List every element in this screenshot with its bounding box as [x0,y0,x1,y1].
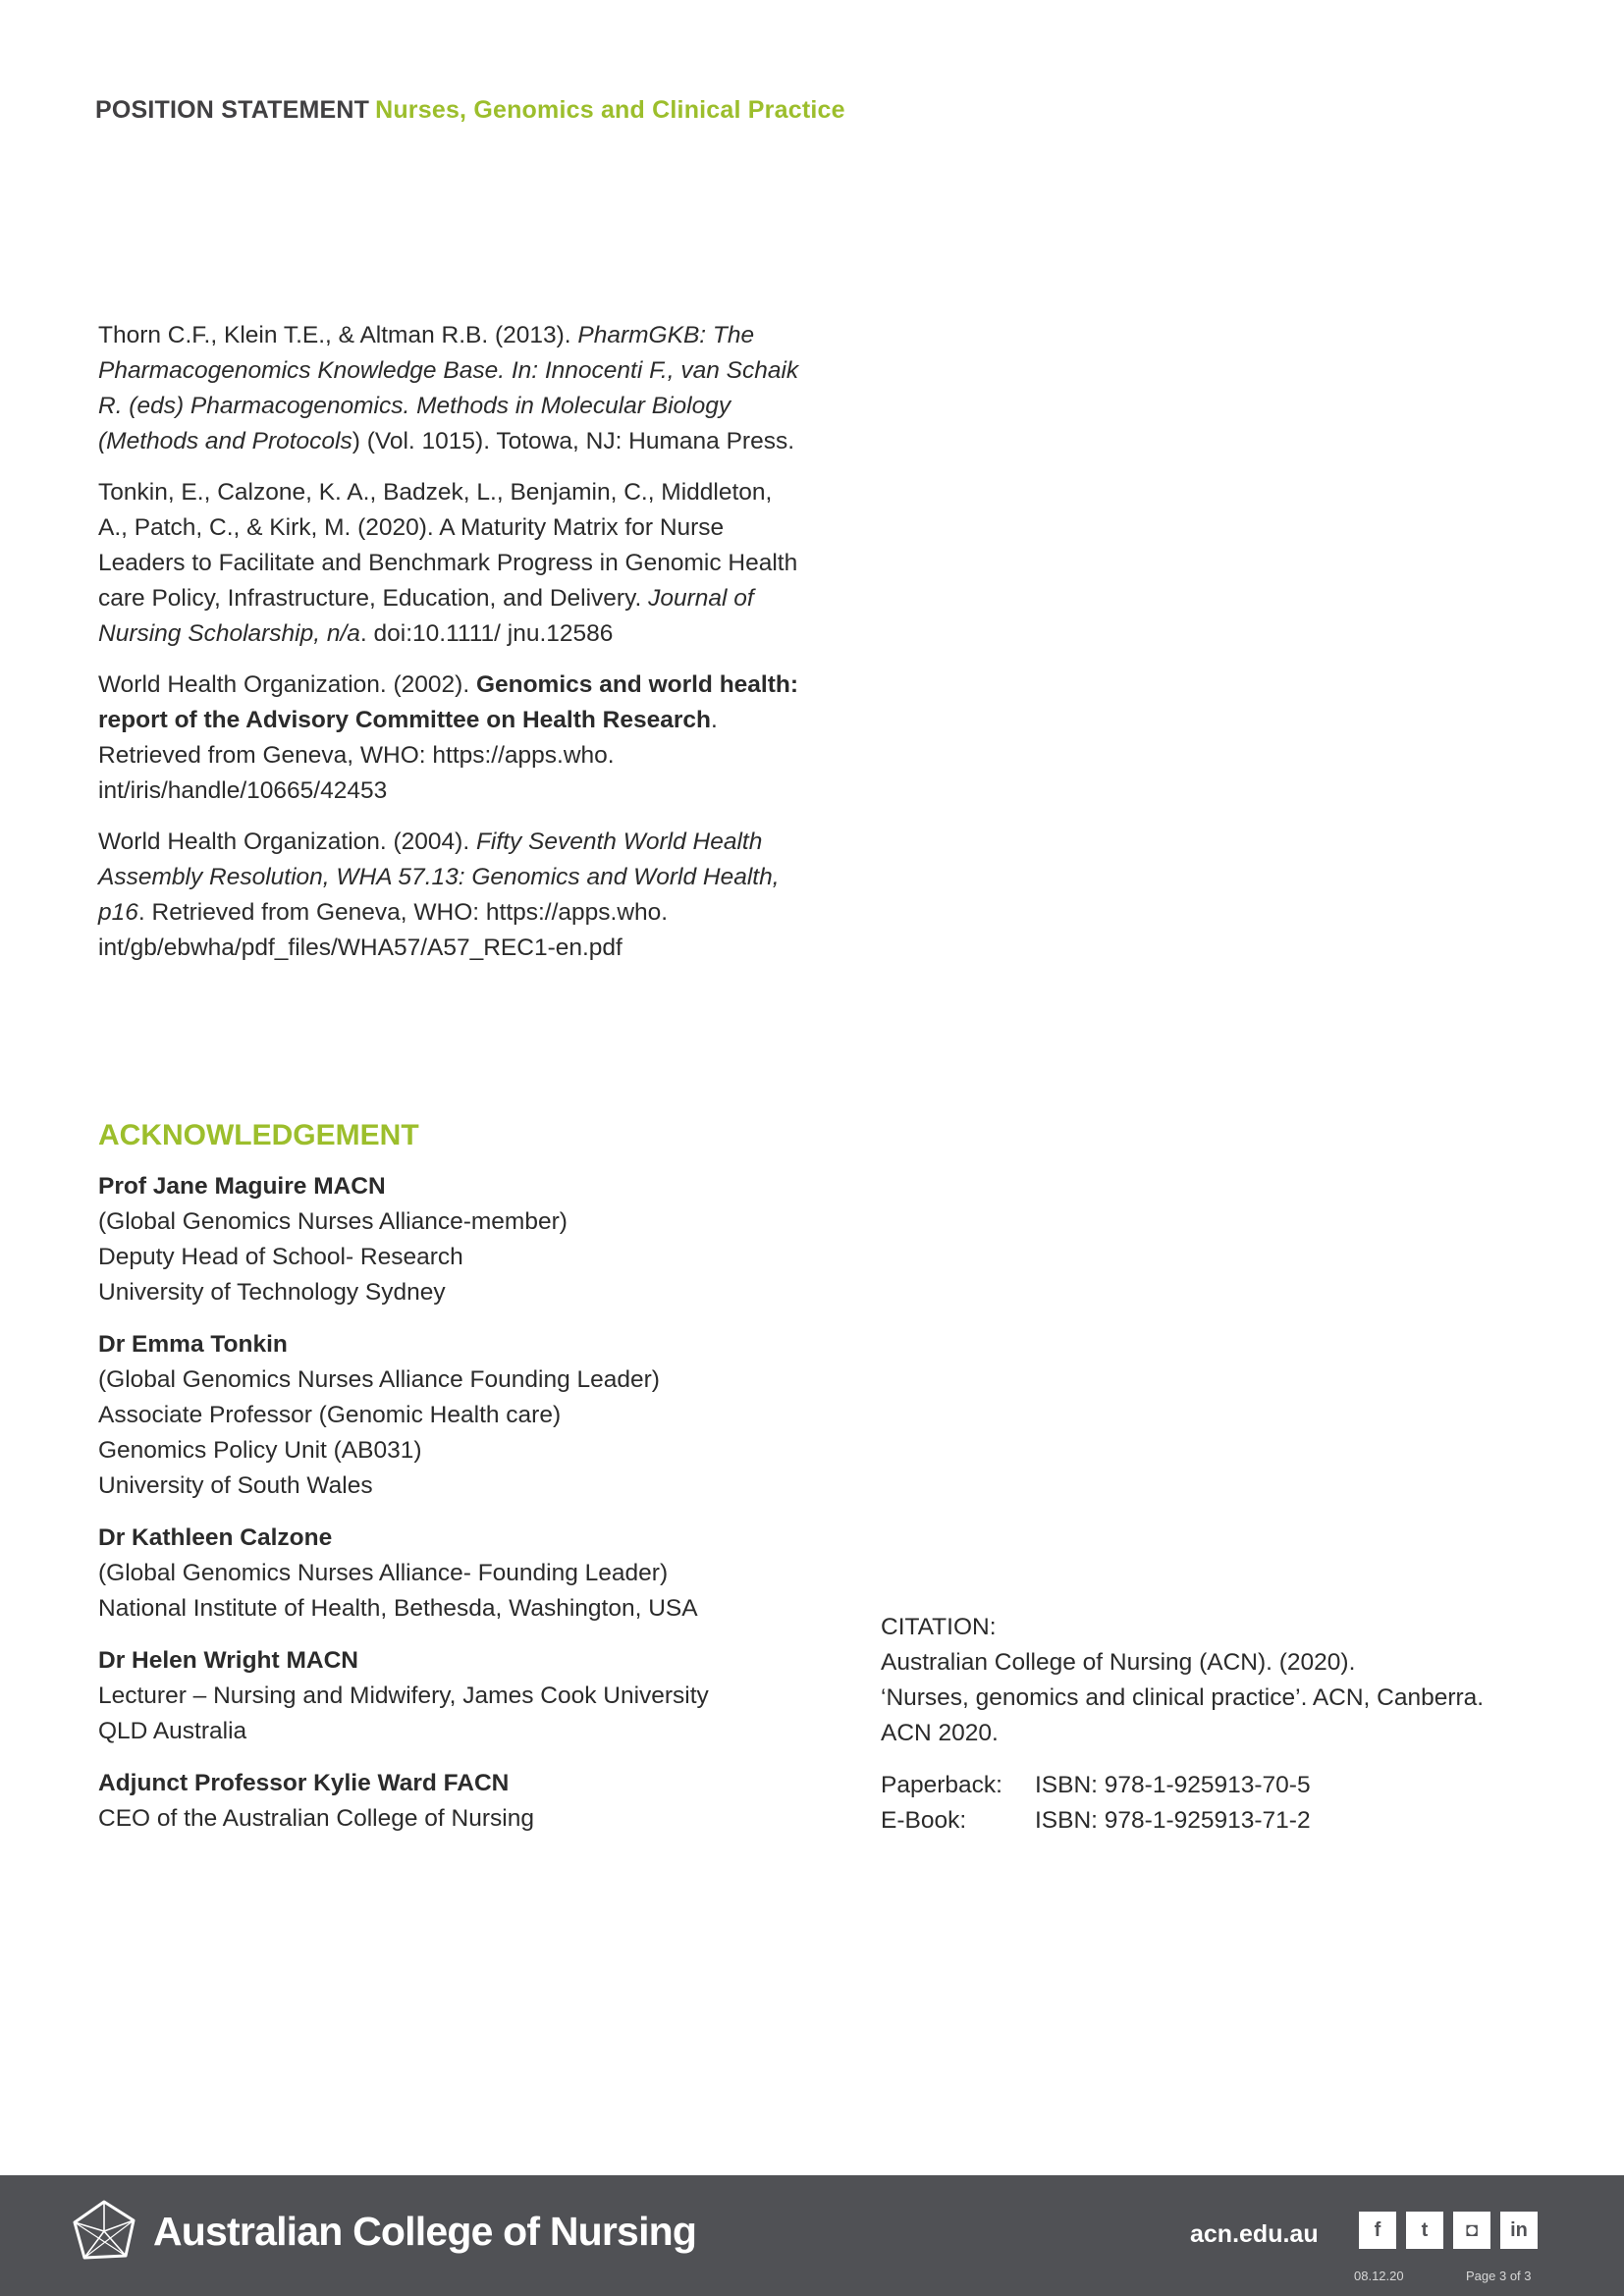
person-detail: University of Technology Sydney [98,1279,446,1306]
citation-line: ‘Nurses, genomics and clinical practice’. ACN, Canberra. [881,1684,1485,1711]
person-name: Dr Kathleen Calzone [98,1524,333,1551]
person-detail: Deputy Head of School- Research [98,1244,463,1270]
acknowledged-person [98,1766,805,1837]
person-detail: CEO of the Australian College of Nursing [98,1805,534,1832]
person-detail: University of South Wales [98,1472,373,1499]
citation-line: Australian College of Nursing (ACN). (2020). [881,1649,1356,1676]
citation-block [881,1610,1548,1839]
person-detail: QLD Australia [98,1718,247,1744]
isbn-table [881,1768,1548,1839]
acn-logo-icon [71,2199,137,2264]
reference-item: World Health Organization. (2004). Fifty Seventh World Health Assembly Resolution, WHA 57.13: Genomics and World Health, p16. Retrieved from Geneva, WHO: https://apps.who. int/gb/ebwha/pdf_files/WHA57/A57_REC1-en.pdf [98,828,780,961]
page-number: Page 3 of 3 [1466,2269,1532,2283]
acknowledgement-list [98,1169,805,1853]
acknowledged-person [98,1643,805,1749]
acknowledged-person [98,1521,805,1627]
citation-line: ACN 2020. [881,1720,999,1746]
person-name: Dr Helen Wright MACN [98,1647,358,1674]
page-header [95,96,845,125]
isbn-row [881,1803,1548,1839]
footer-date: 08.12.20 [1354,2269,1404,2283]
acknowledged-person [98,1327,805,1504]
person-name: Adjunct Professor Kylie Ward FACN [98,1770,510,1796]
person-detail: (Global Genomics Nurses Alliance-member) [98,1208,568,1235]
linkedin-icon[interactable]: in [1500,2212,1538,2249]
person-detail: Genomics Policy Unit (AB031) [98,1437,422,1464]
citation-heading: CITATION: [881,1614,997,1640]
footer-brand-name: Australian College of Nursing [153,2209,697,2254]
social-links [1359,2212,1538,2249]
person-detail: (Global Genomics Nurses Alliance- Founding Leader) [98,1560,669,1586]
twitter-icon[interactable]: t [1406,2212,1443,2249]
person-detail: Lecturer – Nursing and Midwifery, James Cook University [98,1682,709,1709]
reference-item: Tonkin, E., Calzone, K. A., Badzek, L., Benjamin, C., Middleton, A., Patch, C., & Kirk, M. (2020). A Maturity Matrix for Nurse Leaders to Facilitate and Benchmark Progress in Genomic Health care Policy, Infrastructure, Education, and Delivery. Journal of Nursing Scholarship, n/a. doi:10.1111/ jnu.12586 [98,479,798,647]
isbn-format-label: Paperback: [881,1772,1002,1798]
person-detail: Associate Professor (Genomic Health care) [98,1402,562,1428]
person-detail: (Global Genomics Nurses Alliance Founding Leader) [98,1366,660,1393]
person-name: Prof Jane Maguire MACN [98,1173,386,1200]
instagram-icon[interactable]: ◘ [1453,2212,1490,2249]
isbn-row [881,1768,1548,1803]
facebook-icon[interactable]: f [1359,2212,1396,2249]
isbn-format-label: E-Book: [881,1807,967,1834]
acknowledgement-heading: ACKNOWLEDGEMENT [98,1119,419,1151]
references-list [98,318,800,982]
header-title: Nurses, Genomics and Clinical Practice [375,96,845,124]
person-detail: National Institute of Health, Bethesda, Washington, USA [98,1595,698,1622]
reference-item: Thorn C.F., Klein T.E., & Altman R.B. (2013). PharmGKB: The Pharmacogenomics Knowledge Base. In: Innocenti F., van Schaik R. (eds) Pharmacogenomics. Methods in Molecular Biology (Methods and Protocols) (Vol. 1015). Totowa, NJ: Humana Press. [98,322,799,454]
person-name: Dr Emma Tonkin [98,1331,288,1358]
acknowledged-person [98,1169,805,1310]
isbn-value: ISBN: 978-1-925913-70-5 [1035,1772,1311,1798]
isbn-value: ISBN: 978-1-925913-71-2 [1035,1807,1311,1834]
page-footer [0,2175,1624,2296]
reference-item: World Health Organization. (2002). Genomics and world health: report of the Advisory Committee on Health Research. Retrieved from Geneva, WHO: https://apps.who. int/iris/handle/10665/42453 [98,671,799,804]
header-label: POSITION STATEMENT [95,96,370,124]
footer-website-link[interactable]: acn.edu.au [1190,2220,1319,2248]
